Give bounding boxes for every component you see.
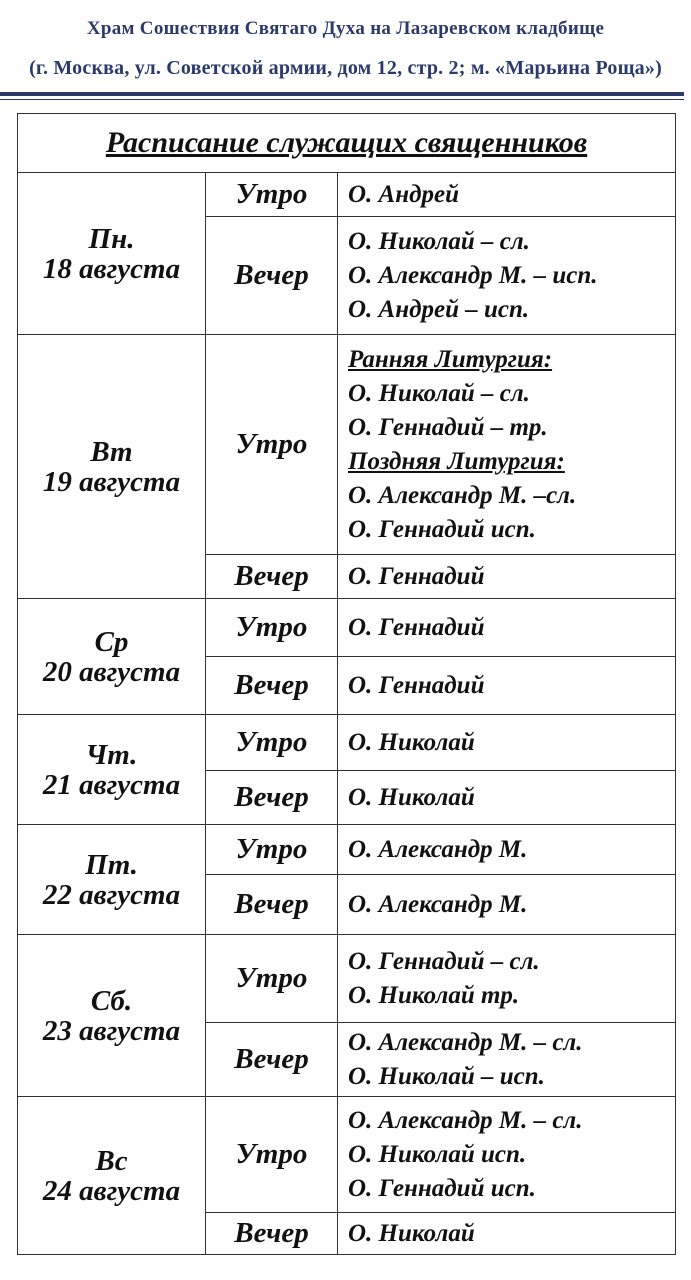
priests-cell (338, 335, 676, 555)
priest-line: О. Николай тр. (348, 981, 520, 1009)
day-cell (18, 935, 206, 1097)
part-morning: Утро (206, 599, 338, 657)
day-name: Сб. (90, 984, 133, 1017)
priests-cell (338, 825, 676, 875)
priest-line: О. Николай (348, 728, 475, 756)
church-address: (г. Москва, ул. Советской армии, дом 12, стр. 2; м. «Марьина Роща») (29, 57, 662, 79)
day-date: 23 августа (42, 1014, 181, 1047)
day-date: 24 августа (42, 1174, 181, 1207)
day-date: 22 августа (42, 878, 181, 911)
day-date: 18 августа (42, 252, 181, 285)
part-morning: Утро (206, 1097, 338, 1213)
priest-line: О. Геннадий (348, 671, 485, 699)
part-evening: Вечер (206, 1023, 338, 1097)
day-cell (18, 825, 206, 935)
priest-line: О. Николай – сл. (348, 379, 530, 407)
priest-line: О. Николай (348, 783, 475, 811)
priests-cell (338, 1097, 676, 1213)
day-date: 21 августа (42, 768, 181, 801)
priests-cell (338, 715, 676, 771)
priest-line: О. Геннадий (348, 613, 485, 641)
priest-line: О. Александр М. (348, 835, 528, 863)
priest-line: О. Александр М. (348, 890, 528, 918)
priests-cell (338, 555, 676, 599)
day-cell (18, 335, 206, 599)
priest-line: О. Александр М. – сл. (348, 1028, 583, 1056)
header-rule-thick (0, 92, 684, 96)
priests-cell (338, 1213, 676, 1255)
day-name: Чт. (85, 738, 138, 771)
priests-cell (338, 935, 676, 1023)
schedule-table (17, 113, 676, 1255)
part-evening: Вечер (206, 217, 338, 335)
priests-cell (338, 599, 676, 657)
day-date: 20 августа (42, 655, 181, 688)
priests-cell (338, 657, 676, 715)
day-name: Ср (94, 625, 129, 658)
priest-line: О. Геннадий исп. (348, 1174, 536, 1202)
table-row (18, 1097, 676, 1213)
table-row (18, 825, 676, 875)
day-cell (18, 599, 206, 715)
day-cell (18, 715, 206, 825)
priest-line: О. Геннадий – тр. (348, 413, 548, 441)
part-morning: Утро (206, 173, 338, 217)
early-liturgy-heading: Ранняя Литургия: (348, 345, 553, 373)
table-row (18, 715, 676, 771)
table-row (18, 335, 676, 555)
part-morning: Утро (206, 935, 338, 1023)
part-morning: Утро (206, 335, 338, 555)
table-row (18, 599, 676, 657)
priests-cell (338, 1023, 676, 1097)
day-name: Пт. (85, 848, 138, 881)
table-row (18, 173, 676, 217)
table-row (18, 935, 676, 1023)
priest-line: О. Геннадий (348, 562, 485, 590)
priest-line: О. Николай – исп. (348, 1062, 545, 1090)
header-rule-thin (0, 99, 684, 100)
part-morning: Утро (206, 825, 338, 875)
priests-cell (338, 771, 676, 825)
priests-cell (338, 217, 676, 335)
priest-line: О. Александр М. –сл. (348, 481, 577, 509)
schedule-title: Расписание служащих священников (18, 114, 676, 173)
priest-line: О. Николай – сл. (348, 227, 530, 255)
day-cell (18, 173, 206, 335)
day-date: 19 августа (42, 465, 181, 498)
part-evening: Вечер (206, 555, 338, 599)
part-morning: Утро (206, 715, 338, 771)
part-evening: Вечер (206, 771, 338, 825)
priest-line: О. Александр М. – сл. (348, 1106, 583, 1134)
part-evening: Вечер (206, 1213, 338, 1255)
part-evening: Вечер (206, 657, 338, 715)
priests-cell (338, 875, 676, 935)
day-name: Вт (90, 435, 133, 468)
day-cell (18, 1097, 206, 1255)
priest-line: О. Геннадий исп. (348, 515, 536, 543)
priest-line: О. Николай (348, 1219, 475, 1247)
day-name: Пн. (88, 222, 135, 255)
church-name: Храм Сошествия Святаго Духа на Лазаревском кладбище (86, 18, 605, 39)
day-name: Вс (95, 1144, 128, 1177)
priest-line: О. Андрей – исп. (348, 295, 530, 323)
priest-line: О. Андрей (348, 180, 460, 208)
part-evening: Вечер (206, 875, 338, 935)
priest-line: О. Александр М. – исп. (348, 261, 598, 289)
priest-line: О. Геннадий – сл. (348, 947, 540, 975)
priest-line: О. Николай исп. (348, 1140, 527, 1168)
late-liturgy-heading: Поздняя Литургия: (348, 447, 565, 475)
priests-cell (338, 173, 676, 217)
